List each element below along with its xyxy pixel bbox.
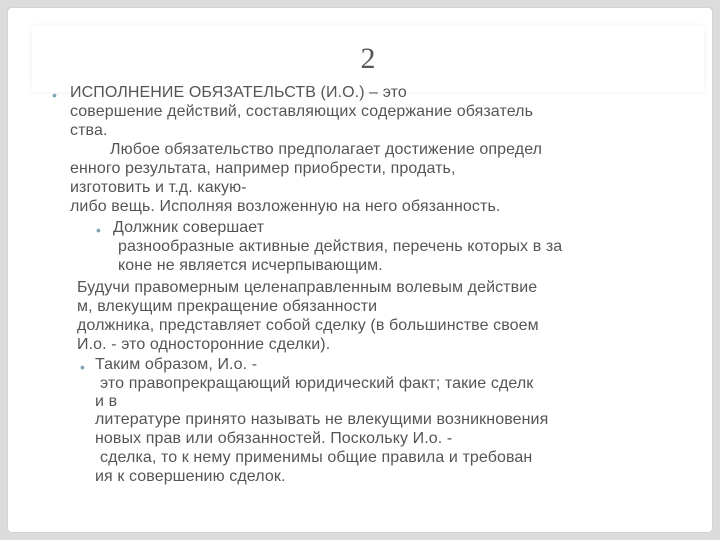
body-line: ства.	[70, 122, 108, 139]
body-line: Должник совершает	[113, 219, 265, 236]
body-line: м, влекущим прекращение обязанности	[77, 298, 378, 315]
page-title: 2	[360, 42, 376, 75]
body-line: Таким образом, И.о. -	[95, 356, 258, 373]
body-line: изготовить и т.д. какую-	[70, 179, 247, 196]
bullet-marker: •	[52, 87, 57, 103]
body-line: сделка, то к нему применимы общие правила и требован	[100, 449, 533, 466]
body-line: должника, представляет собой сделку (в большинстве своем	[77, 317, 539, 334]
body-line: либо вещь. Исполняя возложенную на него обязанность.	[70, 198, 501, 215]
body-line: это правопрекращающий юридический факт; такие сделк	[100, 375, 534, 392]
body-line: И.о. - это односторонние сделки).	[77, 336, 331, 353]
body-line: совершение действий, составляющих содержание обязатель	[70, 103, 534, 120]
body-line: коне не является исчерпывающим.	[118, 257, 383, 274]
body-line: разнообразные активные действия, перечень которых в за	[118, 238, 563, 255]
body-line: ия к совершению сделок.	[95, 468, 286, 485]
body-line: ИСПОЛНЕНИЕ ОБЯЗАТЕЛЬСТВ (И.О.) – это	[70, 84, 407, 101]
body-line: литературе принято называть не влекущими возникновения	[95, 411, 549, 428]
bullet-marker: •	[96, 222, 101, 238]
body-line: енного результата, например приобрести, продать,	[70, 160, 456, 177]
body-line: новых прав или обязанностей. Поскольку И.о. -	[95, 430, 453, 447]
bullet-marker: •	[80, 359, 85, 375]
body-line: и в	[95, 393, 118, 410]
body-line: Любое обязательство предполагает достижение определ	[110, 141, 543, 158]
body-line: Будучи правомерным целенаправленным волевым действие	[77, 279, 538, 296]
